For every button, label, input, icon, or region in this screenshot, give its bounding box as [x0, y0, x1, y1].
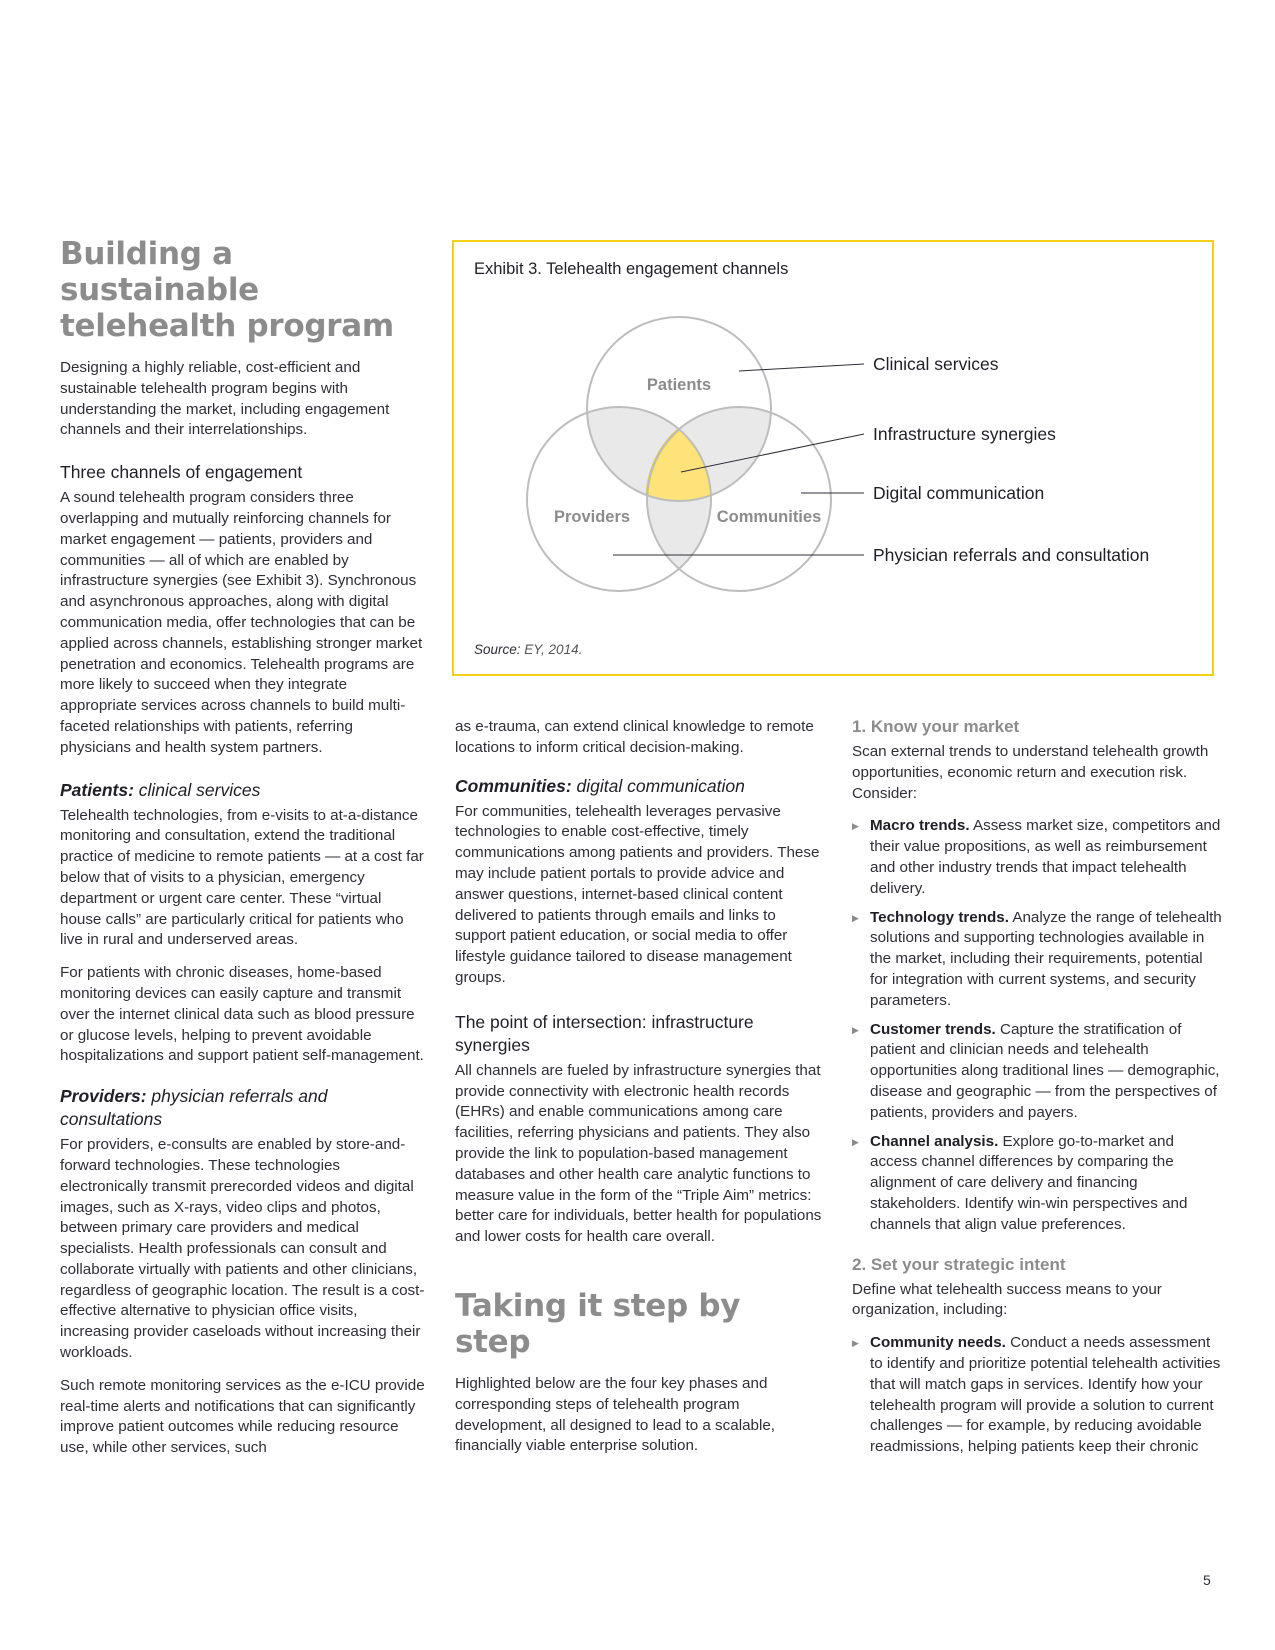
- middle-continuation: as e-trauma, can extend clinical knowledge to remote locations to inform critical decision-making.: [455, 718, 814, 756]
- venn-diagram: [454, 242, 1212, 674]
- list-item: [852, 1333, 1222, 1458]
- providers-heading-rest: physician referrals and consultations: [60, 1086, 328, 1130]
- leader-clinical: [739, 364, 864, 371]
- patients-heading: [60, 779, 426, 802]
- bullet-triangle-icon: ▶: [852, 1136, 859, 1147]
- strategic-intent-list: [852, 1333, 1222, 1458]
- know-market-heading: 1. Know your market: [852, 717, 1020, 736]
- steps-title: Taking it step by step: [455, 1287, 741, 1360]
- exhibit-box: [452, 240, 1214, 676]
- callout-infrastructure-synergies: Infrastructure synergies: [873, 424, 1056, 444]
- list-item: [852, 816, 1222, 899]
- intersection-heading: The point of intersection: infrastructure synergies: [455, 1011, 754, 1055]
- item-text: Capture the stratification of patient and clinician needs and telehealth opportunities along traditional lines — demographic, disease and geographic — from the perspectives of patients, providers and payers.: [870, 1020, 1220, 1121]
- left-column: [60, 236, 426, 1471]
- patients-heading-rest: clinical services: [133, 779, 261, 800]
- source-label: Source:: [474, 642, 521, 657]
- channels-heading: Three channels of engagement: [60, 462, 303, 483]
- channels-paragraph: A sound telehealth program considers three overlapping and mutually reinforcing channels for market engagement — patients, providers and communities — all of which are enabled by infrastructure synergies (see Exhibit 3). Synchronous and asynchronous approaches, along with digital communication media, offer technologies that can be applied across channels, establishing stronger market penetration and economics. Telehealth programs are more likely to succeed when they integrate appropriate services across channels to build multi-faceted relationships with patients, referring physicians and health system partners.: [60, 489, 423, 756]
- list-item: [852, 1132, 1222, 1236]
- item-text: Assess market size, competitors and their value propositions, as well as reimbursement and other industry trends that impact telehealth delivery.: [870, 817, 1221, 897]
- intro-paragraph: Designing a highly reliable, cost-efficient and sustainable telehealth program begins with understanding the market, including engagement channels and their interrelationships.: [60, 359, 390, 439]
- communities-heading-lead: Communities:: [455, 775, 572, 796]
- patients-heading-lead: Patients:: [60, 779, 134, 800]
- callout-physician-referrals: Physician referrals and consultation: [873, 545, 1150, 565]
- intersection-paragraph: All channels are fueled by infrastructure synergies that provide connectivity with electronic health records (EHRs) and enable communications among care facilities, referring physicians and patients. They also provide the link to population-based management databases and other health care analytic functions to measure value in the form of the “Triple Aim” metrics: better care for individuals, better health for populations and lower costs for health care overall.: [455, 1061, 822, 1246]
- providers-paragraph-2: Such remote monitoring services as the e-ICU provide real-time alerts and notifications that can significantly improve patient outcomes while reducing resource use, while other services, such: [60, 1376, 425, 1457]
- bullet-triangle-icon: ▶: [852, 912, 859, 923]
- circle-label-patients: Patients: [646, 376, 712, 394]
- strategic-intent-heading: 2. Set your strategic intent: [852, 1254, 1066, 1274]
- bullet-triangle-icon: ▶: [852, 1338, 859, 1349]
- middle-column: [455, 717, 825, 1469]
- source-value: EY, 2014.: [520, 642, 583, 657]
- right-column: [852, 716, 1222, 1466]
- exhibit-source: [474, 642, 582, 657]
- item-text: Explore go-to-market and access channel differences by comparing the alignment of care delivery and financing stakeholders. Identify win-win perspectives and channels that align value preferences.: [870, 1132, 1188, 1233]
- strategic-intent-paragraph: Define what telehealth success means to your organization, including:: [852, 1280, 1162, 1319]
- item-term: Technology trends.: [870, 908, 1009, 926]
- know-market-paragraph: Scan external trends to understand telehealth growth opportunities, economic return and execution risk. Consider:: [852, 743, 1209, 802]
- item-text: Conduct a needs assessment to identify and prioritize potential telehealth activities that will match gaps in services. Identify how your telehealth program will provide a solution to current challenges — for example, by reducing avoidable readmissions, helping patients keep their chronic: [870, 1334, 1221, 1456]
- communities-heading: [455, 775, 825, 798]
- item-term: Customer trends.: [870, 1020, 996, 1038]
- providers-paragraph-1: For providers, e-consults are enabled by store-and-forward technologies. These technologies electronically transmit prerecorded videos and digital images, such as X-rays, video clips and photos, between primary care providers and medical specialists. Health professionals can consult and collaborate virtually with patients and other clinicians, regardless of geographic location. The result is a cost-effective alternative to physician office visits, increasing provider caseloads without increasing their workloads.: [60, 1136, 425, 1362]
- steps-paragraph: Highlighted below are the four key phases and corresponding steps of telehealth program development, all designed to lead to a scalable, financially viable enterprise solution.: [455, 1374, 775, 1455]
- page-number: 5: [1203, 1572, 1211, 1588]
- item-term: Community needs.: [870, 1334, 1006, 1352]
- item-term: Channel analysis.: [870, 1132, 999, 1150]
- list-item: [852, 1020, 1222, 1124]
- bullet-triangle-icon: ▶: [852, 821, 859, 832]
- circle-label-providers: Providers: [553, 508, 631, 526]
- patients-paragraph-1: Telehealth technologies, from e-visits to at-a-distance monitoring and consultation, extend the traditional practice of medicine to remote patients — at a cost far below that of visits to a physician, emergency department or urgent care center. These “virtual house calls” are particularly critical for patients who live in rural and underserved areas.: [60, 806, 424, 949]
- providers-heading: [60, 1085, 426, 1131]
- patients-paragraph-2: For patients with chronic diseases, home-based monitoring devices can easily capture and transmit over the internet clinical data such as blood pressure or glucose levels, helping to prevent avoidable hospitalizations and support patient self-management.: [60, 964, 424, 1065]
- callout-clinical-services: Clinical services: [873, 354, 999, 374]
- page-title: Building a sustainable telehealth program: [60, 236, 394, 344]
- know-market-list: [852, 816, 1222, 1235]
- exhibit-title: Exhibit 3. Telehealth engagement channels: [474, 260, 789, 278]
- list-item: [852, 908, 1222, 1012]
- item-text: Analyze the range of telehealth solutions and supporting technologies available in the market, including their requirements, potential for integration with current systems, and security parameters.: [870, 908, 1222, 1009]
- callout-digital-communication: Digital communication: [873, 483, 1045, 503]
- communities-paragraph: For communities, telehealth leverages pervasive technologies to enable cost-effective, timely communications among patients and providers. These may include patient portals to provide advice and answer questions, internet-based clinical content delivered to patients through emails and links to support patient education, or social media to offer lifestyle guidance tailored to disease management groups.: [455, 802, 820, 986]
- bullet-triangle-icon: ▶: [852, 1024, 859, 1035]
- item-term: Macro trends.: [870, 817, 970, 835]
- providers-heading-lead: Providers:: [60, 1086, 147, 1107]
- circle-label-communities: Communities: [716, 508, 822, 526]
- communities-heading-rest: digital communication: [571, 775, 745, 796]
